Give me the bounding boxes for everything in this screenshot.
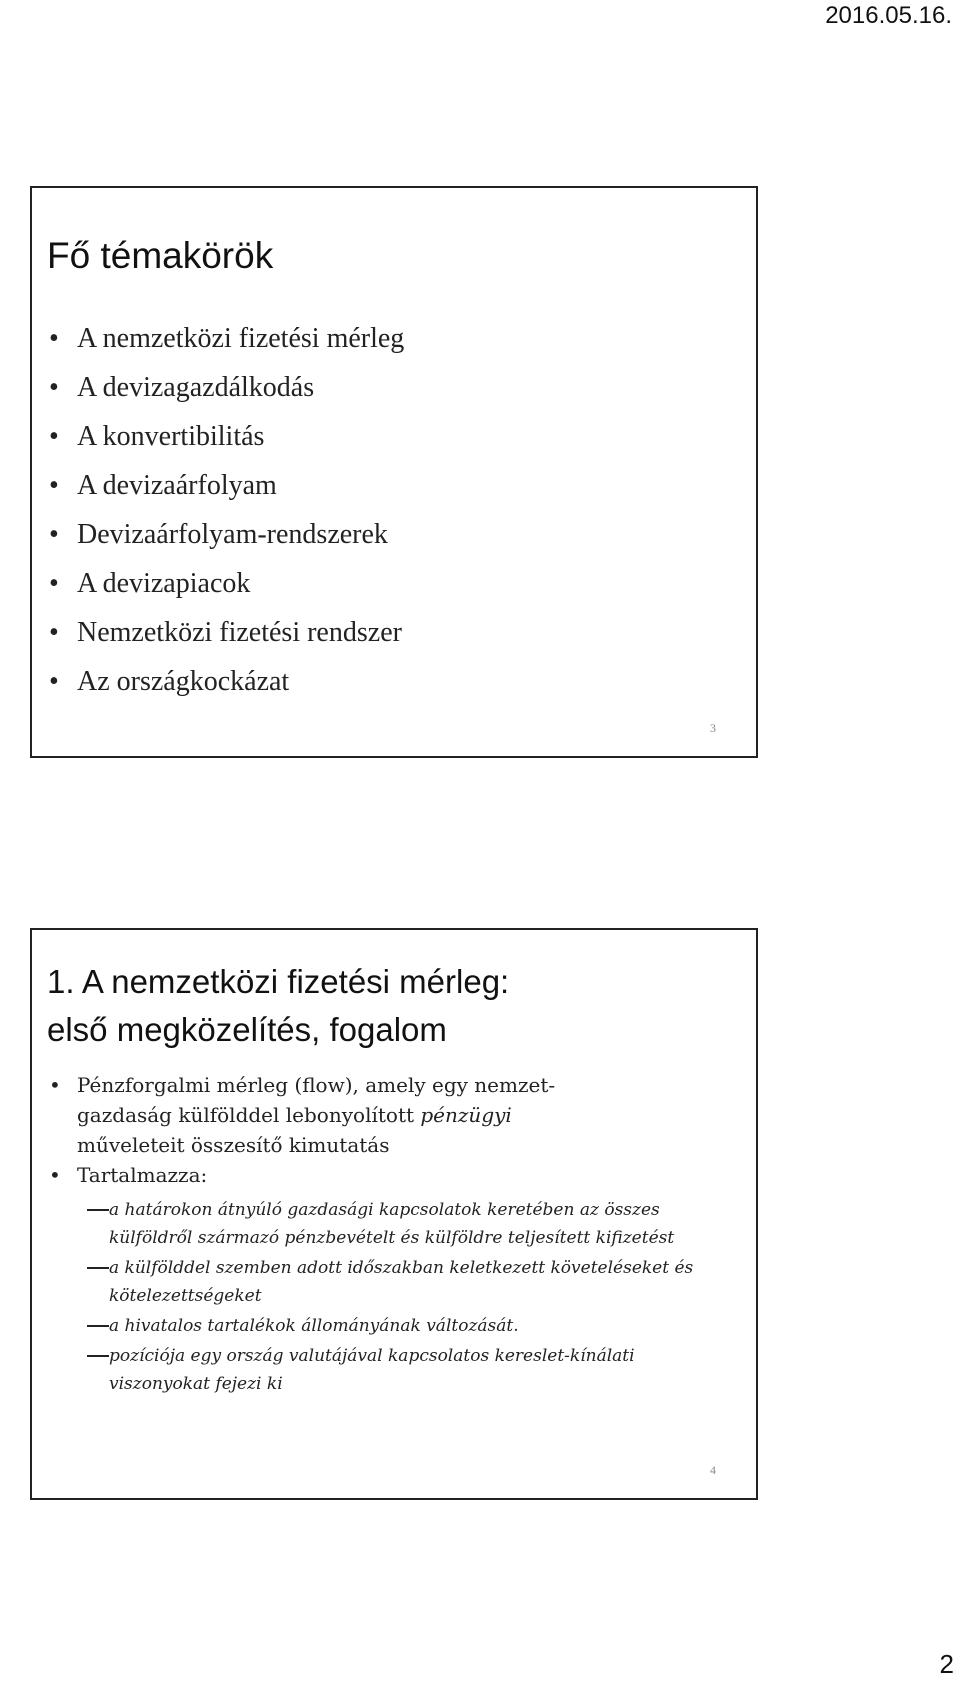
- bullet-item: [47, 1070, 736, 1160]
- sub-item: a határokon átnyúló gazdasági kapcsolatok keretében az összes külföldről származó pénzbevételt és külföldre teljesített kifizetést: [109, 1196, 736, 1252]
- sub-item: pozíciója egy ország valutájával kapcsolatos kereslet-kínálati viszonyokat fejezi ki: [109, 1342, 736, 1398]
- bullet-list: [47, 314, 736, 706]
- bullet-item: • Devizaárfolyam-rendszerek: [47, 510, 736, 559]
- bullet-text: műveleteit összesítő kimutatás: [77, 1133, 390, 1157]
- bullet-item: • A devizagazdálkodás: [47, 363, 736, 412]
- bullet-item: • Nemzetközi fizetési rendszer: [47, 608, 736, 657]
- page-number: 2: [939, 1649, 954, 1679]
- slide-title: [47, 958, 509, 1054]
- bullet-text: Tartalmazza:: [77, 1163, 208, 1187]
- bullet-item: • A devizaárfolyam: [47, 461, 736, 510]
- slide-number: 4: [710, 1463, 716, 1477]
- emphasis-text: pénzügyi: [420, 1103, 512, 1127]
- bullet-item: • A konvertibilitás: [47, 412, 736, 461]
- slide-title-line-2: első megközelítés, fogalom: [47, 1011, 447, 1048]
- bullet-text: gazdaság külfölddel lebonyolított: [77, 1103, 421, 1127]
- sub-item-list: [77, 1196, 736, 1398]
- header-date: 2016.05.16.: [825, 2, 952, 29]
- bullet-item: [47, 1160, 736, 1398]
- sub-item: a hivatalos tartalékok állományának változását.: [109, 1312, 736, 1340]
- slide-4: [30, 928, 758, 1500]
- bullet-item: • Az országkockázat: [47, 657, 736, 706]
- slide-title-line-1: 1. A nemzetközi fizetési mérleg:: [47, 963, 510, 1000]
- bullet-text: Pénzforgalmi mérleg (flow), amely egy nemzet-: [77, 1073, 556, 1097]
- slide-3: [30, 186, 758, 758]
- slide-title: Fő témakörök: [47, 235, 274, 276]
- bullet-list: [47, 1070, 736, 1400]
- bullet-item: • A devizapiacok: [47, 559, 736, 608]
- sub-item: a külfölddel szemben adott időszakban keletkezett követeléseket és kötelezettségeket: [109, 1254, 736, 1310]
- slide-number: 3: [710, 721, 716, 735]
- bullet-item: • A nemzetközi fizetési mérleg: [47, 314, 736, 363]
